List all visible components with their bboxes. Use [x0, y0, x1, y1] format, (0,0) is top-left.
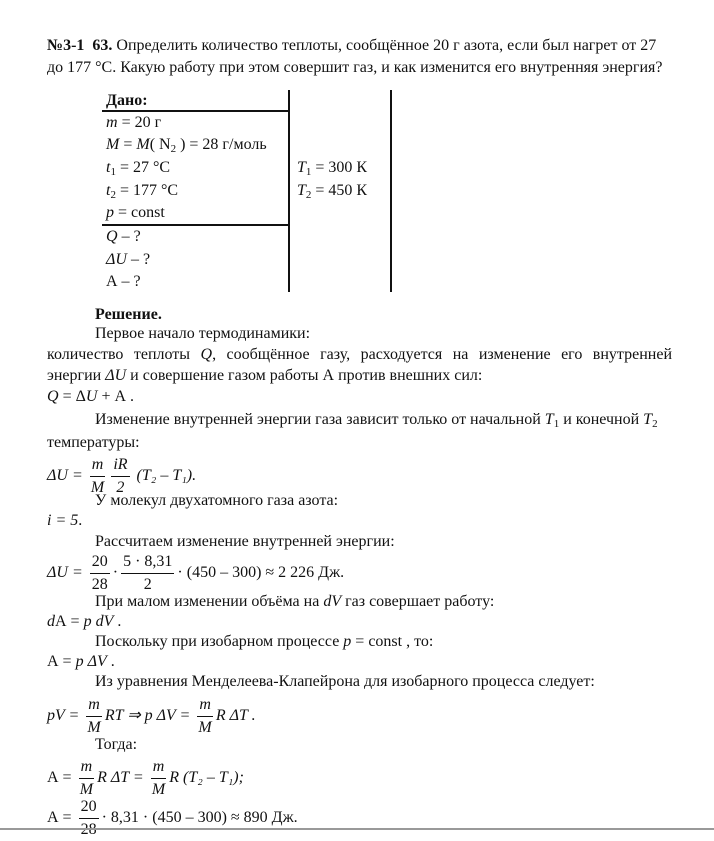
denominator: 28 [91, 576, 108, 593]
fraction [197, 694, 213, 739]
value: = 177 °C [115, 182, 179, 199]
sub: 2 [652, 418, 658, 430]
text: Поскольку при изобарном процессе [95, 633, 344, 650]
sym: А = [47, 653, 76, 670]
sym: p [343, 633, 352, 650]
para-4 [95, 410, 658, 434]
lhs: А = [47, 809, 76, 827]
equation-dU-calc: ΔU = $\frac{20}{28}$ · $\frac{5 \cdot 8,31}{2}$ · (450 – 300) ≈ 2 226 Дж. [47, 551, 344, 596]
numerator: m [151, 756, 167, 779]
given-t1 [106, 158, 170, 182]
sym: Q [200, 346, 213, 363]
text: газ совершает работу: [341, 593, 495, 610]
value: = 300 К [311, 159, 368, 176]
find-dU [106, 250, 150, 270]
problem-text-2: до 177 °С. Какую работу при этом совершит газ, и как изменится его внутренняя энергия? [47, 59, 663, 76]
sub: 2 [305, 189, 312, 201]
lhs: pV = [47, 707, 84, 725]
given-p [106, 203, 165, 223]
lhs: А = [47, 769, 76, 787]
equation-clapeyron [47, 694, 256, 739]
fraction [86, 694, 102, 739]
sym: t [106, 182, 111, 199]
denominator: 2 [143, 576, 152, 593]
eq: i = 5 [47, 512, 79, 529]
numerator: m [79, 756, 95, 779]
para-9 [95, 632, 433, 652]
sym: T [297, 182, 306, 199]
denominator: M [151, 781, 166, 798]
sym: dV [323, 593, 342, 610]
sym: А = [55, 613, 84, 630]
sym: d [47, 613, 55, 630]
fraction [79, 796, 99, 841]
table-divider-1 [288, 90, 290, 292]
para-6: У молекул двухатомного газа азота: [95, 492, 339, 509]
denominator [81, 819, 97, 841]
sym: T [544, 411, 554, 428]
given-m [106, 113, 161, 133]
para-5: температуры: [47, 434, 140, 451]
given-T1 [297, 158, 367, 182]
given-header: Дано: [106, 92, 148, 109]
formula: ( N [149, 136, 171, 153]
sub: 1 [110, 166, 116, 178]
text: и конечной [559, 411, 644, 428]
para-10: Из уравнения Менделеева-Клапейрона для изобарного процесса следует: [95, 673, 595, 690]
value: = const [114, 204, 165, 221]
table-divider-2 [390, 90, 392, 292]
given-T2 [297, 181, 367, 205]
text: При малом изменении объёма на [95, 593, 324, 610]
text: количество теплоты [47, 346, 191, 363]
value: = 27 °C [115, 159, 171, 176]
rest: · (450 – 300) ≈ 2 226 Дж. [177, 564, 345, 582]
lhs: ΔU = [47, 467, 87, 485]
numerator: iR [111, 454, 129, 477]
page-bottom-border [0, 828, 714, 830]
denominator: M [198, 719, 212, 736]
para-2 [47, 345, 672, 365]
dot: . [78, 512, 83, 529]
value: = 450 К [311, 182, 368, 199]
value: ) = 28 г/моль [176, 136, 267, 153]
numerator: 20 [79, 796, 99, 819]
numerator: 5 · 8,31 [121, 551, 174, 574]
find-Q [106, 227, 141, 247]
sym: t [106, 159, 111, 176]
sym: M [106, 136, 120, 153]
sym: p dV [83, 613, 114, 630]
mid: RT ⇒ p ΔV = [104, 707, 195, 725]
q: – ? [126, 251, 151, 268]
dot: . [113, 613, 122, 630]
sub: 1 [553, 418, 560, 430]
sym: ΔU [106, 251, 127, 268]
rest: · 8,31 · (450 – 300) ≈ 890 Дж. [101, 809, 298, 827]
text: = const , то: [351, 633, 434, 650]
sym: U [85, 388, 98, 405]
fraction [121, 551, 174, 596]
mid: R ΔT = [97, 769, 148, 787]
sub: 1 [305, 166, 312, 178]
fraction [79, 756, 95, 801]
find-A: А – ? [106, 273, 141, 290]
problem-text-1: Определить количество теплоты, сообщённое 20 г азота, если был нагрет от 27 [116, 37, 657, 54]
text: Изменение внутренней энергии газа зависит только от начальной [95, 411, 545, 428]
rest: R (T₂ – T₁); [169, 769, 244, 787]
equation-i [47, 511, 82, 531]
problem-number: №3-1 [47, 37, 85, 54]
given-M [106, 135, 267, 159]
denominator: M [79, 781, 94, 798]
numerator: 20 [90, 551, 110, 574]
text: и совершение газом работы А против внешних сил: [126, 367, 483, 384]
equation-A [47, 652, 115, 672]
problem-line-1 [47, 36, 656, 56]
sym: ΔU [105, 367, 127, 384]
para-8 [95, 592, 494, 612]
sym: p ΔV [75, 653, 107, 670]
equation-A-calc [47, 796, 298, 841]
para-7: Рассчитаем изменение внутренней энергии: [95, 533, 395, 550]
sym: Q [47, 388, 59, 405]
op: = Δ [58, 388, 86, 405]
numerator: m [90, 454, 106, 477]
sub: 2 [110, 189, 116, 201]
text: энергии [47, 367, 106, 384]
equation-A-formula [47, 756, 244, 801]
para-3 [47, 366, 482, 386]
para-11: Тогда: [95, 736, 138, 753]
sym: T [297, 159, 306, 176]
given-find-line [102, 224, 290, 226]
equation-first-law [47, 387, 134, 407]
numerator: m [86, 694, 102, 717]
denominator: M [87, 719, 101, 736]
sub: 2 [170, 143, 177, 155]
sym: p [106, 204, 114, 221]
text: , сообщённое газу, расходуется на изменение его внутренней [212, 346, 673, 363]
sym: Q [106, 228, 118, 245]
sym: m [106, 114, 118, 131]
rest: R ΔT . [215, 707, 256, 725]
lhs: ΔU = [47, 564, 87, 582]
equation-dA [47, 612, 121, 632]
sym: T [643, 411, 653, 428]
task-number: 63. [92, 37, 113, 54]
rest: (T₂ – T₁). [136, 467, 197, 485]
denominator: 2 [116, 479, 125, 496]
q: – ? [117, 228, 141, 245]
fraction [151, 756, 167, 801]
solution-title: Решение. [95, 306, 162, 323]
dot: . [106, 653, 115, 670]
fraction [90, 551, 110, 596]
numerator: m [197, 694, 213, 717]
eq: = [119, 136, 137, 153]
given-t2 [106, 181, 178, 205]
para-1: Первое начало термодинамики: [95, 325, 311, 342]
op: + А . [97, 388, 135, 405]
sym: M [136, 136, 150, 153]
value: = 20 г [117, 114, 162, 131]
denominator: M [90, 479, 105, 496]
